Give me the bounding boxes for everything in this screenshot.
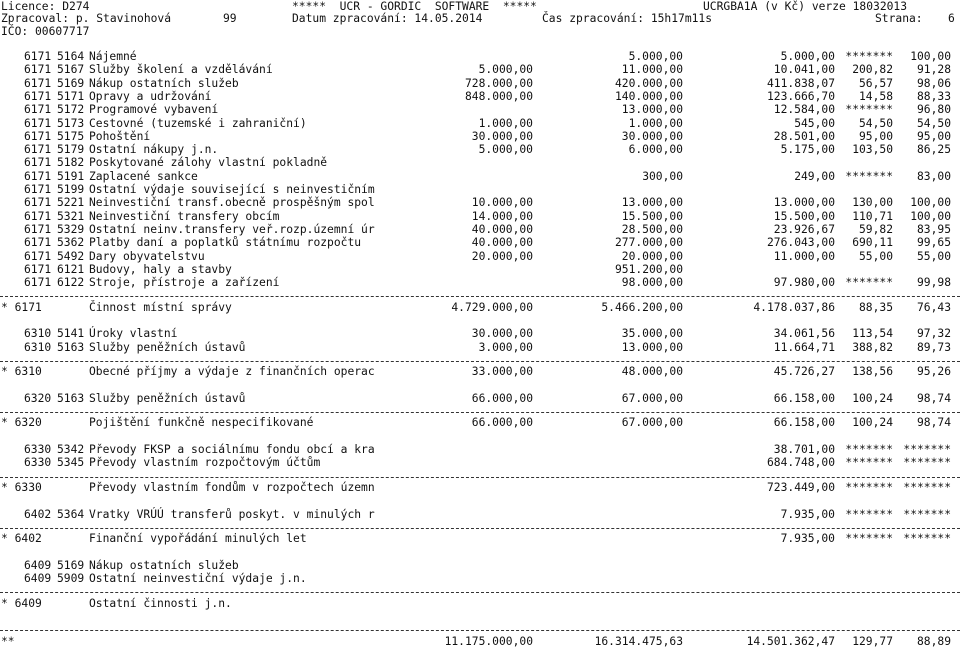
percent-of-adjusted: 91,28	[916, 63, 951, 77]
section-total-row	[0, 301, 960, 315]
section-total-row	[0, 416, 960, 430]
item-name: Platby daní a poplatků státnímu rozpočtu	[89, 236, 362, 250]
item-code: 5141	[57, 327, 85, 341]
item-name: Ostatní nákupy j.n.	[89, 143, 219, 157]
percent-of-approved: 56,57	[858, 76, 893, 90]
percent-of-adjusted: 54,50	[916, 116, 951, 130]
page-number: 6	[948, 12, 955, 25]
table-row	[0, 236, 960, 250]
paragraph-code: 6330	[24, 443, 52, 456]
actual-spending: 5.000,00	[780, 50, 835, 63]
approved-budget: 30.000,00	[471, 327, 533, 341]
approved-budget: 14.000,00	[471, 209, 533, 223]
actual-spending: 11.000,00	[773, 249, 835, 263]
item-name: Stroje, přístroje a zařízení	[89, 276, 280, 290]
adjusted-budget: 300,00	[642, 169, 683, 183]
item-code: 6122	[57, 276, 85, 290]
item-name: Neinvestiční transf.obecně prospěšným spol	[89, 196, 375, 210]
paragraph-code: 6409	[24, 572, 52, 585]
actual-spending: 249,00	[794, 169, 835, 183]
actual-spending: 45.726,27	[773, 365, 835, 379]
actual-spending: 28.501,00	[773, 129, 835, 143]
table-row	[0, 443, 960, 457]
percent-of-approved: *******	[845, 276, 893, 290]
actual-spending: 14.501.362,47	[746, 634, 835, 648]
adjusted-budget: 67.000,00	[621, 416, 683, 430]
actual-spending: 7.935,00	[780, 507, 835, 521]
item-code: 5167	[57, 63, 85, 77]
paragraph-code: 6171	[24, 262, 52, 276]
approved-budget: 66.000,00	[471, 391, 533, 405]
table-row	[0, 170, 960, 184]
paragraph-code: 6171	[24, 89, 52, 103]
table-row	[0, 263, 960, 277]
item-name: Služby školení a vzdělávání	[89, 63, 273, 77]
report-version: UCRGBA1A (v Kč) verze 18032013	[703, 0, 908, 13]
section-name: Činnost místní správy	[89, 300, 232, 314]
item-code: 5191	[57, 169, 85, 183]
item-name: Nákup ostatních služeb	[89, 558, 239, 572]
paragraph-code: 6171	[24, 50, 52, 63]
adjusted-budget: 1.000,00	[628, 116, 683, 130]
paragraph-code: 6171	[24, 143, 52, 157]
percent-of-approved: 100,24	[852, 391, 893, 405]
percent-of-adjusted: 89,73	[916, 340, 951, 354]
separator-line	[0, 630, 960, 631]
item-name: Dary obyvatelstvu	[89, 249, 205, 263]
section-code: * 6320	[1, 416, 42, 430]
paragraph-code: 6409	[24, 558, 52, 572]
item-code: 5173	[57, 116, 85, 130]
paragraph-code: 6171	[24, 276, 52, 290]
percent-of-approved: 88,35	[858, 300, 893, 314]
actual-spending: 15.500,00	[773, 209, 835, 223]
table-row	[0, 572, 960, 586]
item-code: 5169	[57, 76, 85, 90]
section-total-row	[0, 365, 960, 379]
section-code: * 6310	[1, 365, 42, 379]
blank-line	[0, 610, 960, 624]
blank-line	[0, 545, 960, 559]
percent-of-approved: 388,82	[852, 340, 893, 354]
item-name: Nájemné	[89, 50, 137, 63]
adjusted-budget: 13.000,00	[621, 196, 683, 210]
item-name: Ostatní neinvestiční výdaje j.n.	[89, 572, 307, 585]
section-code: * 6409	[1, 596, 42, 610]
item-name: Služby peněžních ústavů	[89, 340, 246, 354]
percent-of-adjusted: *******	[903, 507, 951, 521]
approved-budget: 20.000,00	[471, 249, 533, 263]
adjusted-budget: 420.000,00	[614, 76, 683, 90]
adjusted-budget: 15.500,00	[621, 209, 683, 223]
paragraph-code: 6320	[24, 391, 52, 405]
percent-of-adjusted: 76,43	[916, 300, 951, 314]
percent-of-approved: 59,82	[858, 222, 893, 236]
table-row	[0, 130, 960, 144]
item-name: Úroky vlastní	[89, 327, 178, 341]
percent-of-adjusted: 99,98	[916, 276, 951, 290]
approved-budget: 848.000,00	[464, 89, 533, 103]
item-name: Nákup ostatních služeb	[89, 76, 239, 90]
item-code: 5164	[57, 50, 85, 63]
percent-of-adjusted: *******	[903, 532, 951, 546]
paragraph-code: 6171	[24, 249, 52, 263]
separator-line	[0, 296, 960, 297]
blank-line	[0, 494, 960, 508]
paragraph-code: 6171	[24, 209, 52, 223]
percent-of-approved: 14,58	[858, 89, 893, 103]
adjusted-budget: 11.000,00	[621, 63, 683, 77]
percent-of-adjusted: 100,00	[910, 50, 951, 63]
paragraph-code: 6171	[24, 63, 52, 77]
section-name: Ostatní činnosti j.n.	[89, 596, 232, 610]
percent-of-approved: 95,00	[858, 129, 893, 143]
item-name: Vratky VRÚÚ transferů poskyt. v minulých r	[89, 507, 375, 521]
approved-budget: 3.000,00	[478, 340, 533, 354]
percent-of-approved: 113,54	[852, 327, 893, 341]
percent-of-approved: *******	[845, 507, 893, 521]
item-name: Ostatní neinv.transfery veř.rozp.územní úr	[89, 222, 375, 236]
processed-by: Zpracoval: p. Stavinohová	[1, 12, 172, 25]
item-code: 5492	[57, 249, 85, 263]
actual-spending: 23.926,67	[773, 222, 835, 236]
item-name: Ostatní výdaje související s neinvestičním	[89, 183, 375, 196]
percent-of-adjusted: *******	[903, 443, 951, 456]
actual-spending: 7.935,00	[780, 532, 835, 546]
item-code: 6121	[57, 262, 85, 276]
item-name: Převody FKSP a sociálnímu fondu obcí a kra	[89, 443, 375, 456]
blank-line	[0, 379, 960, 393]
percent-of-adjusted: 98,06	[916, 76, 951, 90]
adjusted-budget: 30.000,00	[621, 129, 683, 143]
percent-of-approved: 54,50	[858, 116, 893, 130]
item-code: 5171	[57, 89, 85, 103]
item-name: Cestovné (tuzemské i zahraniční)	[89, 116, 307, 130]
table-row	[0, 50, 960, 64]
approved-budget: 4.729.000,00	[451, 300, 533, 314]
percent-of-adjusted: *******	[903, 456, 951, 470]
percent-of-adjusted: *******	[903, 480, 951, 494]
section-name: Převody vlastním fondům v rozpočtech územn	[89, 480, 375, 494]
percent-of-adjusted: 83,00	[916, 169, 951, 183]
item-code: 5909	[57, 572, 85, 585]
table-row	[0, 117, 960, 131]
percent-of-approved: *******	[845, 50, 893, 63]
percent-of-approved: 138,56	[852, 365, 893, 379]
section-total-row	[0, 597, 960, 611]
item-name: Převody vlastním rozpočtovým účtům	[89, 456, 321, 470]
processor-number: 99	[223, 12, 237, 25]
percent-of-adjusted: 98,74	[916, 416, 951, 430]
percent-of-adjusted: 97,32	[916, 327, 951, 341]
separator-line	[0, 528, 960, 529]
table-row	[0, 341, 960, 355]
item-code: 5199	[57, 183, 85, 196]
item-code: 5163	[57, 391, 85, 405]
paragraph-code: 6171	[24, 222, 52, 236]
table-row	[0, 77, 960, 91]
paragraph-code: 6310	[24, 327, 52, 341]
actual-spending: 66.158,00	[773, 391, 835, 405]
percent-of-adjusted: 98,74	[916, 391, 951, 405]
paragraph-code: 6171	[24, 76, 52, 90]
percent-of-approved: *******	[845, 169, 893, 183]
percent-of-adjusted: 100,00	[910, 209, 951, 223]
percent-of-approved: 690,11	[852, 236, 893, 250]
table-row	[0, 456, 960, 470]
percent-of-adjusted: 88,89	[916, 634, 951, 648]
section-code: * 6402	[1, 532, 42, 546]
processing-date: Datum zpracování: 14.05.2014	[292, 12, 483, 25]
adjusted-budget: 28.500,00	[621, 222, 683, 236]
percent-of-approved: *******	[845, 103, 893, 117]
separator-line	[0, 412, 960, 413]
percent-of-adjusted: 86,25	[916, 143, 951, 157]
approved-budget: 5.000,00	[478, 63, 533, 77]
adjusted-budget: 67.000,00	[621, 391, 683, 405]
percent-of-approved: 110,71	[852, 209, 893, 223]
item-code: 5169	[57, 558, 85, 572]
actual-spending: 5.175,00	[780, 143, 835, 157]
approved-budget: 5.000,00	[478, 143, 533, 157]
processing-time: Čas zpracování: 15h17m11s	[542, 12, 713, 25]
percent-of-approved: 103,50	[852, 143, 893, 157]
approved-budget: 30.000,00	[471, 129, 533, 143]
table-row	[0, 250, 960, 264]
paragraph-code: 6402	[24, 507, 52, 521]
item-code: 5175	[57, 129, 85, 143]
section-code: * 6330	[1, 480, 42, 494]
approved-budget: 1.000,00	[478, 116, 533, 130]
table-row	[0, 183, 960, 197]
actual-spending: 684.748,00	[766, 456, 835, 470]
section-name: Obecné příjmy a výdaje z finančních operac	[89, 365, 375, 379]
table-row	[0, 223, 960, 237]
section-code: **	[1, 634, 15, 648]
percent-of-adjusted: 95,26	[916, 365, 951, 379]
actual-spending: 4.178.037,86	[753, 300, 835, 314]
item-code: 5221	[57, 196, 85, 210]
actual-spending: 123.666,70	[766, 89, 835, 103]
item-name: Služby peněžních ústavů	[89, 391, 246, 405]
item-code: 5321	[57, 209, 85, 223]
item-name: Poskytované zálohy vlastní pokladně	[89, 156, 328, 170]
table-row	[0, 508, 960, 522]
section-total-row	[0, 481, 960, 495]
adjusted-budget: 20.000,00	[621, 249, 683, 263]
item-code: 5364	[57, 507, 85, 521]
percent-of-approved: 130,00	[852, 196, 893, 210]
adjusted-budget: 98.000,00	[621, 276, 683, 290]
table-row	[0, 196, 960, 210]
approved-budget: 728.000,00	[464, 76, 533, 90]
percent-of-adjusted: 100,00	[910, 196, 951, 210]
percent-of-adjusted: 55,00	[916, 249, 951, 263]
paragraph-code: 6171	[24, 183, 52, 196]
item-code: 5172	[57, 103, 85, 117]
adjusted-budget: 5.466.200,00	[601, 300, 683, 314]
section-total-row	[0, 532, 960, 546]
percent-of-approved: 100,24	[852, 416, 893, 430]
blank-line	[0, 314, 960, 328]
paragraph-code: 6171	[24, 156, 52, 170]
paragraph-code: 6171	[24, 196, 52, 210]
page-label: Strana:	[875, 12, 923, 25]
table-row	[0, 210, 960, 224]
separator-line	[0, 592, 960, 593]
percent-of-adjusted: 96,80	[916, 103, 951, 117]
actual-spending: 545,00	[794, 116, 835, 130]
actual-spending: 411.838,07	[766, 76, 835, 90]
item-code: 5362	[57, 236, 85, 250]
adjusted-budget: 35.000,00	[621, 327, 683, 341]
approved-budget: 11.175.000,00	[444, 634, 533, 648]
percent-of-adjusted: 83,95	[916, 222, 951, 236]
adjusted-budget: 951.200,00	[614, 262, 683, 276]
adjusted-budget: 13.000,00	[621, 103, 683, 117]
table-row	[0, 90, 960, 104]
actual-spending: 66.158,00	[773, 416, 835, 430]
percent-of-adjusted: 95,00	[916, 129, 951, 143]
adjusted-budget: 13.000,00	[621, 340, 683, 354]
table-row	[0, 103, 960, 117]
item-code: 5182	[57, 156, 85, 170]
report-header-line-3	[0, 25, 960, 39]
approved-budget: 10.000,00	[471, 196, 533, 210]
ico-label: IČO: 00607717	[1, 25, 90, 38]
paragraph-code: 6330	[24, 456, 52, 470]
actual-spending: 13.000,00	[773, 196, 835, 210]
adjusted-budget: 140.000,00	[614, 89, 683, 103]
blank-line	[0, 430, 960, 444]
separator-line	[0, 361, 960, 362]
percent-of-approved: 55,00	[858, 249, 893, 263]
section-name: Finanční vypořádání minulých let	[89, 532, 307, 546]
adjusted-budget: 5.000,00	[628, 50, 683, 63]
item-name: Budovy, haly a stavby	[89, 262, 232, 276]
licence-label: Licence: D274	[1, 0, 90, 13]
paragraph-code: 6171	[24, 116, 52, 130]
item-name: Programové vybavení	[89, 103, 219, 117]
table-row	[0, 143, 960, 157]
section-name: Pojištění funkčně nespecifikované	[89, 416, 314, 430]
adjusted-budget: 277.000,00	[614, 236, 683, 250]
actual-spending: 38.701,00	[773, 443, 835, 456]
percent-of-approved: *******	[845, 456, 893, 470]
actual-spending: 12.584,00	[773, 103, 835, 117]
paragraph-code: 6171	[24, 129, 52, 143]
section-code: * 6171	[1, 300, 42, 314]
percent-of-approved: 200,82	[852, 63, 893, 77]
item-name: Opravy a udržování	[89, 89, 212, 103]
item-name: Zaplacené sankce	[89, 169, 198, 183]
approved-budget: 40.000,00	[471, 222, 533, 236]
table-row	[0, 392, 960, 406]
percent-of-approved: *******	[845, 480, 893, 494]
table-row	[0, 156, 960, 170]
adjusted-budget: 48.000,00	[621, 365, 683, 379]
item-code: 5163	[57, 340, 85, 354]
item-name: Neinvestiční transfery obcím	[89, 209, 280, 223]
software-banner: ***** UCR - GORDIC SOFTWARE *****	[292, 0, 537, 13]
paragraph-code: 6171	[24, 236, 52, 250]
paragraph-code: 6171	[24, 103, 52, 117]
paragraph-code: 6171	[24, 169, 52, 183]
adjusted-budget: 6.000,00	[628, 143, 683, 157]
report-header-line-2	[0, 12, 960, 26]
item-code: 5179	[57, 143, 85, 157]
actual-spending: 11.664,71	[773, 340, 835, 354]
actual-spending: 723.449,00	[766, 480, 835, 494]
percent-of-adjusted: 99,65	[916, 236, 951, 250]
approved-budget: 40.000,00	[471, 236, 533, 250]
percent-of-adjusted: 88,33	[916, 89, 951, 103]
table-row	[0, 276, 960, 290]
table-row	[0, 63, 960, 77]
actual-spending: 10.041,00	[773, 63, 835, 77]
approved-budget: 66.000,00	[471, 416, 533, 430]
item-code: 5345	[57, 456, 85, 470]
approved-budget: 33.000,00	[471, 365, 533, 379]
actual-spending: 34.061,56	[773, 327, 835, 341]
separator-line	[0, 477, 960, 478]
adjusted-budget: 16.314.475,63	[594, 634, 683, 648]
paragraph-code: 6310	[24, 340, 52, 354]
grand-total-row	[0, 635, 960, 649]
table-row	[0, 559, 960, 573]
percent-of-approved: *******	[845, 532, 893, 546]
item-code: 5342	[57, 443, 85, 456]
item-code: 5329	[57, 222, 85, 236]
percent-of-approved: 129,77	[852, 634, 893, 648]
table-row	[0, 327, 960, 341]
actual-spending: 276.043,00	[766, 236, 835, 250]
item-name: Pohoštění	[89, 129, 151, 143]
percent-of-approved: *******	[845, 443, 893, 456]
actual-spending: 97.980,00	[773, 276, 835, 290]
